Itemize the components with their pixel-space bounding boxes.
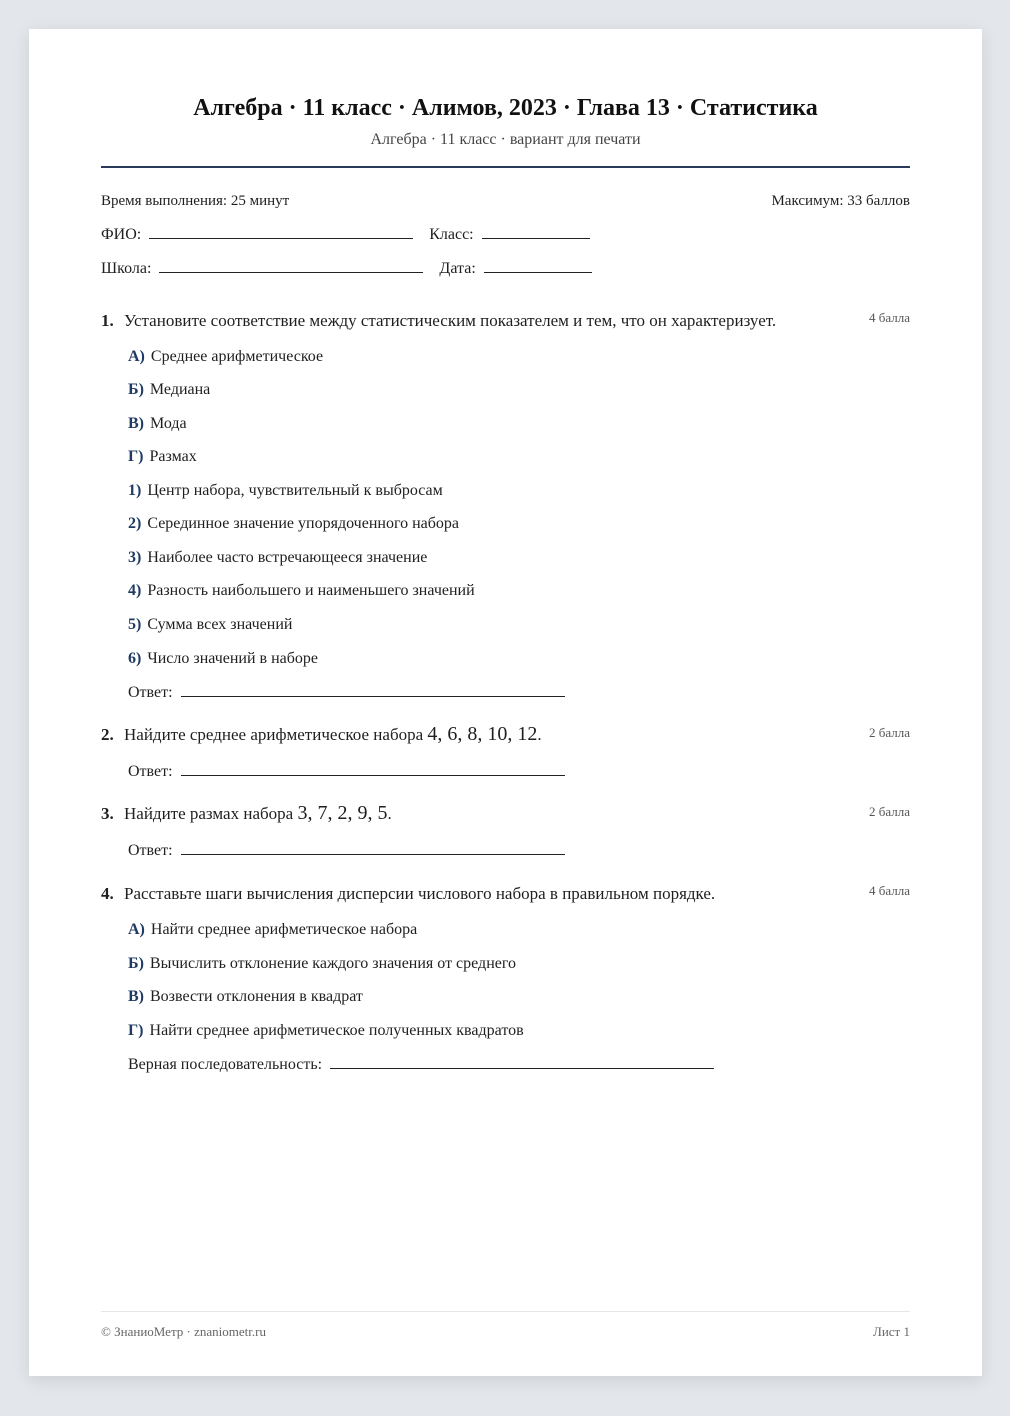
meta-row-fio (101, 226, 910, 244)
question-points: 2 балла (869, 725, 910, 740)
answer-label: Верная последовательность: (128, 1056, 323, 1073)
page-number: Лист 1 (873, 1324, 910, 1339)
question-points: 2 балла (869, 804, 910, 819)
item-key: 3) (128, 549, 142, 566)
answer-field[interactable] (181, 695, 565, 697)
fio-label: ФИО: (101, 226, 142, 243)
page-subtitle: Алгебра · 11 класс · вариант для печати (370, 131, 641, 148)
list-item (128, 955, 516, 973)
date-label: Дата: (439, 260, 476, 277)
answer-label: Ответ: (128, 684, 173, 701)
question-number: 4. (101, 884, 114, 903)
question-2 (101, 723, 910, 746)
item-text: Сумма всех значений (147, 616, 293, 633)
item-text: Медиана (149, 381, 211, 398)
question-number: 1. (101, 311, 114, 330)
meta-row-time (101, 193, 910, 210)
list-item (128, 482, 443, 500)
list-item (128, 650, 318, 668)
school-field[interactable] (159, 271, 423, 273)
answer-row (128, 684, 565, 702)
copyright: © ЗнаниоМетр · znaniometr.ru (101, 1324, 266, 1339)
item-key: Г) (128, 1022, 144, 1039)
item-key: Г) (128, 448, 144, 465)
math-expression: 4, 6, 8, 10, 12 (427, 723, 538, 745)
list-item (128, 515, 459, 533)
item-text: Серединное значение упорядоченного набора (147, 515, 460, 532)
item-key: 2) (128, 515, 142, 532)
item-key: В) (128, 415, 144, 432)
fio-field[interactable] (149, 237, 413, 239)
question-1 (101, 311, 910, 331)
question-number: 2. (101, 725, 114, 744)
answer-label: Ответ: (128, 842, 173, 859)
answer-field[interactable] (181, 853, 565, 855)
item-text: Число значений в наборе (147, 650, 319, 667)
item-key: 6) (128, 650, 142, 667)
item-text: Среднее арифметическое (150, 348, 324, 365)
question-text: Найдите размах набора (124, 804, 294, 823)
footer-divider (101, 1311, 910, 1312)
question-text: Расставьте шаги вычисления дисперсии числового набора в правильном порядке. (124, 884, 716, 903)
question-text: Установите соответствие между статистическим показателем и тем, что он характеризует. (124, 311, 777, 330)
answer-field[interactable] (330, 1067, 714, 1069)
item-key: В) (128, 988, 144, 1005)
answer-row (128, 763, 565, 781)
school-label: Школа: (101, 260, 152, 277)
item-key: 1) (128, 482, 142, 499)
item-text: Найти среднее арифметическое полученных квадратов (149, 1022, 524, 1039)
item-text: Центр набора, чувствительный к выбросам (147, 482, 443, 499)
question-number: 3. (101, 804, 114, 823)
item-text: Найти среднее арифметическое набора (150, 921, 418, 938)
worksheet-page (29, 29, 982, 1376)
answer-row (128, 842, 565, 860)
item-text: Возвести отклонения в квадрат (150, 988, 363, 1005)
time-limit: Время выполнения: 25 минут (101, 193, 290, 209)
question-tail: . (387, 804, 392, 823)
math-expression: 3, 7, 2, 9, 5 (297, 802, 388, 824)
list-item (128, 415, 187, 433)
date-field[interactable] (484, 271, 592, 273)
item-key: А) (128, 348, 145, 365)
class-label: Класс: (429, 226, 474, 243)
list-item (128, 988, 363, 1006)
question-3 (101, 802, 910, 825)
item-text: Разность наибольшего и наименьшего значений (147, 582, 475, 599)
meta-row-school (101, 260, 910, 278)
page-footer (101, 1324, 910, 1340)
class-field[interactable] (482, 237, 590, 239)
list-item (128, 582, 475, 600)
item-text: Мода (150, 415, 187, 432)
question-points: 4 балла (869, 883, 910, 898)
answer-field[interactable] (181, 774, 565, 776)
header-divider (101, 166, 910, 168)
answer-label: Ответ: (128, 763, 173, 780)
list-item (128, 1022, 524, 1040)
list-item (128, 549, 427, 567)
question-text: Найдите среднее арифметическое набора (124, 725, 424, 744)
answer-row (128, 1056, 714, 1074)
item-text: Размах (149, 448, 197, 465)
question-tail: . (537, 725, 542, 744)
item-key: 5) (128, 616, 142, 633)
page-content (101, 29, 910, 1376)
list-item (128, 616, 292, 634)
item-key: Б) (128, 955, 144, 972)
question-4 (101, 884, 910, 904)
item-key: А) (128, 921, 145, 938)
max-score: Максимум: 33 баллов (771, 193, 910, 209)
list-item (128, 381, 210, 399)
item-key: Б) (128, 381, 144, 398)
item-text: Вычислить отклонение каждого значения от среднего (149, 955, 517, 972)
list-item (128, 348, 323, 366)
question-points: 4 балла (869, 310, 910, 325)
page-title: Алгебра · 11 класс · Алимов, 2023 · Глава 13 · Статистика (193, 95, 818, 121)
list-item (128, 448, 197, 466)
item-key: 4) (128, 582, 142, 599)
item-text: Наиболее часто встречающееся значение (147, 549, 428, 566)
list-item (128, 921, 417, 939)
